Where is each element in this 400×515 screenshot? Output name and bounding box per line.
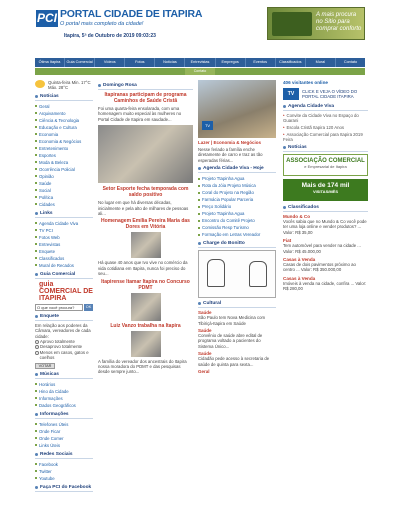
misc-item[interactable]: Hino da Cidade [35, 388, 93, 395]
menu-item[interactable]: Economia [35, 131, 93, 138]
menu-item[interactable]: Entretenimento [35, 145, 93, 152]
date-line: Itapira, 5ª de Outubro de 2019 09:03:23 [64, 33, 156, 39]
agenda-item-label: Associação Comercial para Itapira 2019 Feira [283, 132, 363, 142]
poll-option[interactable] [35, 350, 93, 361]
nav-active-item[interactable]: Contato [185, 68, 215, 75]
nav-item[interactable]: Fotos [125, 58, 154, 67]
info-item[interactable]: Onde Ficar [35, 428, 93, 435]
menu-item[interactable]: Ciência & Tecnologia [35, 117, 93, 124]
agenda-bullet: • [283, 132, 285, 137]
menu-item[interactable]: Esportes [35, 152, 93, 159]
radio-button[interactable] [35, 340, 39, 344]
nav-item[interactable]: Ótima Itapira [35, 58, 64, 67]
misc-list [35, 381, 93, 409]
classified-item[interactable] [283, 257, 368, 273]
header-banner-ad[interactable] [267, 7, 365, 40]
agenda-list-item[interactable]: Preço Solidário [198, 203, 276, 210]
cat-4-text: Cidadão pede acesso à secretaria de saúde de quinta para sexta... [198, 356, 270, 367]
story-2-text: Há quase 40 anos que Ivo vive no comércio da vida cotidiana em Itapira, nunca foi preciso do seu... [98, 260, 188, 277]
facebook-title[interactable]: Faça PCI do Facebook [35, 484, 93, 492]
misc-item[interactable]: Horários [35, 381, 93, 388]
story-4-photo[interactable] [131, 331, 161, 357]
classified-desc: Casas de dois pavimentos próximo ao centro ... Valor: R$ 350.000,00 [283, 262, 356, 273]
right-column [283, 80, 368, 295]
poll-option-label: Desaprovo totalmente [40, 344, 83, 350]
menu-list [35, 103, 93, 208]
agenda-list-title: Agenda Cidade Viva - Hoje [198, 165, 276, 173]
agenda-item[interactable] [283, 132, 368, 142]
menu-item[interactable]: Política [35, 194, 93, 201]
site-name[interactable]: PORTAL CIDADE DE ITAPIRA [60, 8, 203, 20]
cartoon-figure [249, 261, 267, 287]
ad2-sub: VISITAS/MÊS [312, 189, 339, 194]
search-button[interactable]: OK [85, 304, 92, 309]
sun-icon [35, 80, 45, 88]
agenda-list [198, 175, 276, 238]
tv-video-thumbnail[interactable] [198, 80, 276, 138]
menu-item[interactable]: Opinião [35, 173, 93, 180]
agenda-items [283, 113, 368, 142]
cat-1-label[interactable]: Lazer | Economia & Negócios [198, 140, 262, 145]
agenda-list-item[interactable]: Projeto Ttapinha Agua [198, 210, 276, 217]
tv-block[interactable] [283, 88, 368, 100]
nav-item[interactable]: Guia Comercial [65, 58, 94, 67]
menu-item[interactable]: Moda & Beleza [35, 159, 93, 166]
link-item[interactable]: Agenda Cidade Viva [35, 220, 93, 227]
cat-2-text: São Paulo tem Nova Medicina com Tibiriçá-Itapira em Saúde [198, 315, 266, 326]
menu-item[interactable]: Educação e Cultura [35, 124, 93, 131]
link-item[interactable]: Classificados [35, 255, 93, 262]
poll-title: Enquete [35, 313, 93, 321]
link-item[interactable]: Enquete [35, 248, 93, 255]
cat-1-text: Nesse feriado a família enche diretamente de carro e traz as tão esperadas férias... [198, 147, 263, 163]
agenda-list-item[interactable]: Comissão Resp Turismo [198, 224, 276, 231]
menu-title: Notícias [35, 93, 93, 101]
left-column [35, 80, 93, 494]
classifieds-list [283, 214, 368, 292]
social-item[interactable]: Twitter [35, 468, 93, 475]
tv-pci-icon: TV [283, 88, 299, 100]
feature-headline[interactable]: Itapiranas participam de programa Caminhos de Saúde Cristã [104, 92, 187, 104]
classified-item[interactable] [283, 276, 368, 292]
social-item[interactable]: Youtube [35, 475, 93, 482]
third-column [198, 80, 276, 374]
banner-image [272, 12, 312, 36]
news-title: Notícias [283, 144, 368, 152]
visitors-counter: 406 visitantes online [283, 80, 328, 85]
ad1-title: ASSOCIAÇÃO COMERCIAL [286, 158, 365, 164]
classified-desc: Vocês sabia que no Mundo & Co você pode ter uma loja online e vender produtos? ... Valor: R$ 35,00 [283, 219, 367, 235]
cat-4-label[interactable]: Saúde [198, 351, 212, 357]
weather-widget [35, 80, 93, 91]
tv-icon: TV [202, 121, 213, 130]
story-4-caption[interactable]: Luiz Vanzo trabalha na Itapira [110, 322, 181, 329]
menu-item[interactable]: Economia & Negócios [35, 138, 93, 145]
classified-title: Casas à Venda [283, 257, 316, 263]
story-4-text: A família do vereador dos ancestrais do Itapira nossa moradora do PDMT e das pesquisas desde sempre junto... [98, 358, 187, 375]
agenda-item-label: Escola Cristã Itapira 120 Anos [286, 125, 345, 130]
agenda-list-item[interactable]: Formação em Letras Vereador [198, 231, 276, 238]
story-2-caption[interactable]: Homenagem Emília Pereira Maria das Dores em Vitória [101, 218, 190, 231]
menu-item[interactable]: Geral [35, 103, 93, 110]
nav-item[interactable]: Contato [336, 58, 365, 67]
ad2-title: Mais de 174 mil [301, 182, 350, 189]
nav-item[interactable]: Notícias [155, 58, 184, 67]
poll-option-label: Menos em casos, gatos e coelhos [39, 349, 89, 361]
info-item[interactable]: Onde Comer [35, 435, 93, 442]
footer-label[interactable]: Geral [198, 369, 210, 375]
info-item[interactable]: Telefones Úteis [35, 421, 93, 428]
story-1-caption[interactable]: Setor Esporte fecha temporada com saldo positivo [102, 186, 189, 199]
agenda-bullet: • [283, 113, 285, 118]
misc-title: Músicas [35, 371, 93, 379]
middle-column [98, 80, 193, 375]
social-title: Redes Sociais [35, 451, 93, 459]
cartoon-figure [207, 259, 225, 287]
site-slogan: O portal mais completo da cidade! [60, 21, 144, 27]
agenda-list-item[interactable]: Coral do Projeto na Região [198, 189, 276, 196]
cat-3-label[interactable]: Saúde [198, 328, 212, 334]
visits-ad[interactable] [283, 179, 368, 201]
link-item[interactable]: Entrevistas [35, 241, 93, 248]
nav-item[interactable]: Vídeos [95, 58, 124, 67]
banner-text: A mais procura no Sitio para comprar conforto [316, 12, 362, 32]
guia-logo[interactable]: guia COMERCIAL DE ITAPIRA [39, 280, 93, 302]
menu-item[interactable]: Saúde [35, 180, 93, 187]
classifieds-title: Classificados [283, 204, 368, 212]
nav-item[interactable]: Empregos [216, 58, 245, 67]
sub-nav [35, 68, 365, 75]
weather-text: Quinta-feira Min. 17°C Máx. 28°C [48, 80, 91, 91]
classified-desc: Tem automóvel para vender na cidade ... Valor: R$ 45.000,00 [283, 243, 361, 254]
poll-question: Em relação aos poderes da Câmara, vereadores de cada cidade: [35, 322, 91, 339]
classified-item[interactable] [283, 238, 368, 254]
misc-item[interactable]: Informações [35, 395, 93, 402]
classified-title: Mundo & Co [283, 214, 311, 219]
story-2-photo[interactable] [131, 232, 161, 258]
radio-button[interactable] [35, 351, 39, 355]
menu-item[interactable]: Arquivamento [35, 110, 93, 117]
associacao-ad[interactable] [283, 154, 368, 176]
link-item[interactable]: Mural de Recados [35, 262, 93, 269]
cartoon-image[interactable] [198, 250, 276, 298]
classified-item[interactable] [283, 214, 368, 235]
search-input[interactable]: O que você procura? [35, 304, 83, 311]
cat-2-title[interactable]: Saúde [198, 310, 212, 316]
link-item[interactable]: Fotos Web [35, 234, 93, 241]
classified-title: Fiat [283, 238, 292, 244]
site-logo[interactable]: PCI [36, 11, 57, 25]
poll-option-label: Aprovo totalmente [40, 339, 75, 345]
feature-lead: Foi uma quarta-feira ensolarada, com uma homenagem muito especial às mulheres no Portal Cidade de Itapira em saudade... [98, 106, 182, 122]
agenda-list-item[interactable]: Encontro do Comitê Projeto [198, 217, 276, 224]
menu-item[interactable]: Social [35, 187, 93, 194]
agenda-list-item[interactable]: Farmácia Popular Parceria [198, 196, 276, 203]
info-title: Informações [35, 411, 93, 419]
tv-label: CLICK E VEJA O VÍDEO DO PORTAL CIDADE ITAPIRA [302, 88, 358, 99]
classified-desc: Imóveis à venda na cidade, confira ... Valor: R$ 280,00 [283, 280, 367, 292]
menu-item[interactable]: Cidades [35, 201, 93, 208]
cat-2-label: Cultural [198, 300, 276, 308]
social-list [35, 461, 93, 482]
agenda-item[interactable] [283, 113, 368, 123]
nav-item[interactable]: Classificados [276, 58, 305, 67]
nav-item[interactable]: Entrevistas [185, 58, 214, 67]
cat-3-text: Convênio de saúde abre edital de programa voltado a pacientes do Sistema Único... [198, 333, 263, 349]
agenda-item-label: Convite da Cidade Viva no Espaço do Guarani [283, 113, 359, 123]
agenda-list-item[interactable]: Rota da Jóia Projeto Música [198, 182, 276, 189]
feature-photo[interactable] [98, 125, 193, 183]
story-1-text: No lugar em que há diversas décadas, inicialmente e pela alto de milhares de pessoas ali... [98, 200, 189, 217]
story-3-photo[interactable] [131, 293, 161, 321]
guia-title: Guia Comercial [35, 271, 93, 279]
search-box [35, 304, 93, 311]
ad1-sub: e Empresarial de Itapira [304, 164, 347, 169]
misc-item[interactable]: Dados Geográficos [35, 402, 93, 409]
classified-title: Casas à Venda [283, 275, 316, 281]
feature-section-title: Domingo Rosa [98, 82, 193, 90]
agenda-item[interactable] [283, 125, 368, 130]
agenda-bullet: • [283, 125, 285, 130]
info-item[interactable]: Links Úteis [35, 442, 93, 449]
site-header [0, 0, 400, 57]
radio-button[interactable] [35, 345, 39, 349]
links-title: Links [35, 210, 93, 218]
nav-item[interactable]: Mural [306, 58, 335, 67]
link-item[interactable]: TV PCI [35, 227, 93, 234]
vote-button[interactable]: VOTAR [35, 363, 55, 369]
cartoon-title: Charge do Bonitto [198, 240, 276, 248]
story-3-caption[interactable]: Itapirense Itamar Itapira no Concurso PDMT [101, 278, 190, 291]
agenda-title: Agenda Cidade Viva [283, 103, 368, 111]
social-item[interactable]: Facebook [35, 461, 93, 468]
menu-item[interactable]: Ocorrência Policial [35, 166, 93, 173]
main-nav [35, 58, 365, 67]
info-list [35, 421, 93, 449]
links-list [35, 220, 93, 269]
nav-item[interactable]: Eventos [246, 58, 275, 67]
agenda-list-item[interactable]: Projeto Ttapinha Agua [198, 175, 276, 182]
poll-options [35, 339, 93, 361]
